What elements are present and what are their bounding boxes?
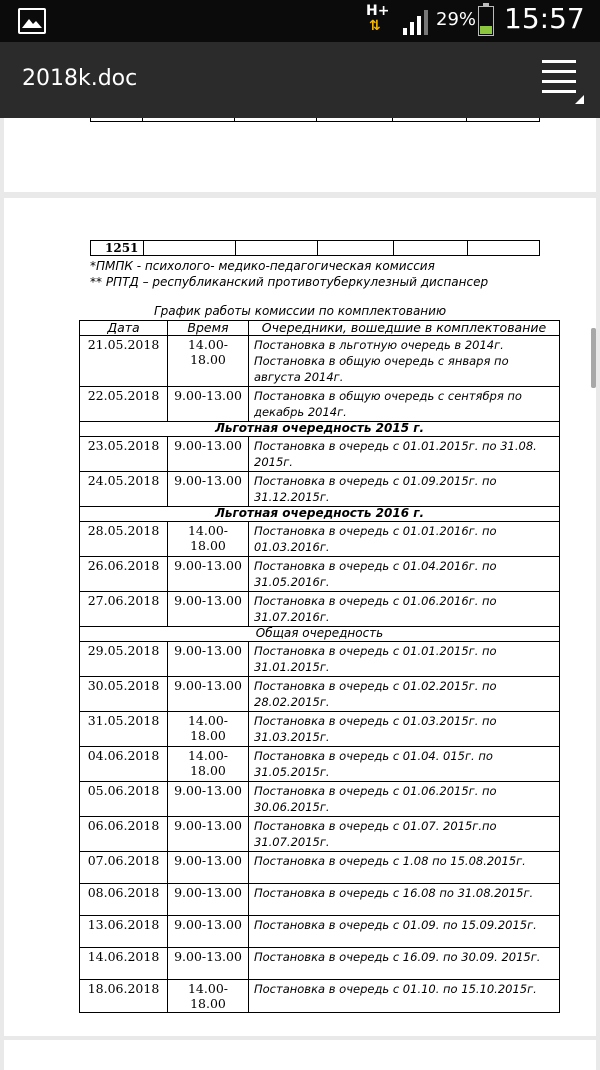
section-row bbox=[80, 507, 560, 522]
cell-time: 9.00-13.00 bbox=[168, 948, 249, 980]
cell-date: 27.06.2018 bbox=[80, 592, 168, 627]
signal-strength-icon bbox=[402, 8, 430, 36]
header-description: Очередники, вошедшие в комплектование bbox=[249, 321, 560, 336]
cell-date: 08.06.2018 bbox=[80, 884, 168, 916]
cell-description: Постановка в очередь с 01.04. 015г. по 31.05.2015г. bbox=[249, 747, 560, 782]
cell-description: Постановка в очередь с 01.01.2015г. по 31.08. 2015г. bbox=[249, 437, 560, 472]
table-row bbox=[80, 817, 560, 852]
menu-icon-line bbox=[542, 70, 576, 73]
document-page bbox=[4, 198, 596, 1036]
cell-time: 9.00-13.00 bbox=[168, 437, 249, 472]
header-date: Дата bbox=[80, 321, 168, 336]
cell-date: 18.06.2018 bbox=[80, 980, 168, 1013]
cell-time: 9.00-13.00 bbox=[168, 852, 249, 884]
cell-date: 13.06.2018 bbox=[80, 916, 168, 948]
battery-icon bbox=[478, 6, 494, 36]
cell-time: 14.00-18.00 bbox=[168, 522, 249, 557]
table-row bbox=[80, 642, 560, 677]
battery-percent: 29% bbox=[436, 9, 477, 30]
cell-time: 9.00-13.00 bbox=[168, 677, 249, 712]
document-page-next bbox=[4, 1040, 596, 1070]
cell-date: 30.05.2018 bbox=[80, 677, 168, 712]
footnote-pmpk: *ПМПК - психолого- медико-педагогическая комиссия bbox=[90, 259, 435, 273]
schedule-table bbox=[79, 320, 560, 1013]
cell-description: Постановка в льготную очередь в 2014г. Постановка в общую очередь с января по августа 2014г. bbox=[249, 336, 560, 387]
table-row bbox=[80, 980, 560, 1013]
table-row bbox=[80, 948, 560, 980]
cell-date: 28.05.2018 bbox=[80, 522, 168, 557]
status-bar bbox=[0, 0, 600, 42]
cell-time: 14.00-18.00 bbox=[168, 712, 249, 747]
table-row bbox=[80, 747, 560, 782]
cell-date: 06.06.2018 bbox=[80, 817, 168, 852]
table-row bbox=[80, 712, 560, 747]
document-title: 2018k.doc bbox=[22, 66, 138, 91]
cell-date: 26.06.2018 bbox=[80, 557, 168, 592]
cell-date: 07.06.2018 bbox=[80, 852, 168, 884]
table-row bbox=[80, 387, 560, 422]
section-heading-2015: Льготная очередность 2015 г. bbox=[80, 422, 560, 437]
footnote-rptd: ** РПТД – республиканский противотуберкулезный диспансер bbox=[90, 275, 489, 289]
cell-description: Постановка в общую очередь с сентября по декабрь 2014г. bbox=[249, 387, 560, 422]
table-row bbox=[80, 916, 560, 948]
cell-time: 9.00-13.00 bbox=[168, 782, 249, 817]
cell-description: Постановка в очередь с 01.01.2015г. по 31.01.2015г. bbox=[249, 642, 560, 677]
cell-date: 22.05.2018 bbox=[80, 387, 168, 422]
menu-icon-line bbox=[542, 90, 576, 93]
cell-date: 24.05.2018 bbox=[80, 472, 168, 507]
cell-date: 31.05.2018 bbox=[80, 712, 168, 747]
table-row bbox=[80, 557, 560, 592]
menu-icon-line bbox=[542, 60, 576, 63]
cell-description: Постановка в очередь с 01.04.2016г. по 31.05.2016г. bbox=[249, 557, 560, 592]
cell-time: 9.00-13.00 bbox=[168, 817, 249, 852]
cell-description: Постановка в очередь с 1.08 по 15.08.2015г. bbox=[249, 852, 560, 884]
section-row bbox=[80, 627, 560, 642]
table-fragment bbox=[90, 118, 540, 122]
network-type-label: H+ bbox=[366, 3, 390, 19]
menu-icon bbox=[575, 95, 584, 104]
cell-time: 14.00-18.00 bbox=[168, 747, 249, 782]
cell-date: 23.05.2018 bbox=[80, 437, 168, 472]
table-row bbox=[80, 472, 560, 507]
cell-description: Постановка в очередь с 16.08 по 31.08.2015г. bbox=[249, 884, 560, 916]
cell-description: Постановка в очередь с 01.06.2016г. по 31.07.2016г. bbox=[249, 592, 560, 627]
cell-time: 9.00-13.00 bbox=[168, 472, 249, 507]
cell-time: 9.00-13.00 bbox=[168, 592, 249, 627]
table-row bbox=[80, 782, 560, 817]
cell-date: 29.05.2018 bbox=[80, 642, 168, 677]
scrollbar-thumb[interactable] bbox=[591, 328, 596, 388]
row-number: 1251 bbox=[105, 241, 139, 255]
table-row bbox=[80, 592, 560, 627]
schedule-title: График работы комиссии по комплектованию bbox=[153, 304, 447, 318]
table-row bbox=[80, 437, 560, 472]
cell-date: 04.06.2018 bbox=[80, 747, 168, 782]
cell-date: 14.06.2018 bbox=[80, 948, 168, 980]
header-time: Время bbox=[168, 321, 249, 336]
cell-description: Постановка в очередь с 01.06.2015г. по 30.06.2015г. bbox=[249, 782, 560, 817]
cell-description: Постановка в очередь с 01.03.2015г. по 31.03.2015г. bbox=[249, 712, 560, 747]
cell-time: 9.00-13.00 bbox=[168, 557, 249, 592]
cell-time: 9.00-13.00 bbox=[168, 642, 249, 677]
cell-time: 9.00-13.00 bbox=[168, 884, 249, 916]
table-row-1251 bbox=[90, 240, 540, 256]
cell-date: 21.05.2018 bbox=[80, 336, 168, 387]
cell-description: Постановка в очередь с 01.10. по 15.10.2015г. bbox=[249, 980, 560, 1013]
data-activity-icon: ⇅ bbox=[369, 18, 381, 34]
menu-icon-line bbox=[542, 80, 576, 83]
document-page-previous bbox=[4, 118, 596, 192]
battery-level-fill bbox=[480, 26, 492, 34]
table-row bbox=[80, 884, 560, 916]
cell-description: Постановка в очередь с 01.09.2015г. по 31.12.2015г. bbox=[249, 472, 560, 507]
menu-button[interactable] bbox=[536, 56, 586, 104]
cell-time: 14.00-18.00 bbox=[168, 980, 249, 1013]
table-row bbox=[80, 852, 560, 884]
image-notification-icon bbox=[18, 8, 46, 34]
section-row bbox=[80, 422, 560, 437]
table-row bbox=[80, 336, 560, 387]
cell-description: Постановка в очередь с 16.09. по 30.09. 2015г. bbox=[249, 948, 560, 980]
cell-time: 9.00-13.00 bbox=[168, 387, 249, 422]
cell-description: Постановка в очередь с 01.01.2016г. по 01.03.2016г. bbox=[249, 522, 560, 557]
cell-time: 14.00-18.00 bbox=[168, 336, 249, 387]
cell-description: Постановка в очередь с 01.09. по 15.09.2015г. bbox=[249, 916, 560, 948]
table-row bbox=[80, 522, 560, 557]
table-header-row bbox=[80, 321, 560, 336]
cell-date: 05.06.2018 bbox=[80, 782, 168, 817]
app-bar bbox=[0, 42, 600, 118]
section-heading-2016: Льготная очередность 2016 г. bbox=[80, 507, 560, 522]
cell-time: 9.00-13.00 bbox=[168, 916, 249, 948]
clock: 15:57 bbox=[504, 2, 585, 35]
section-heading-general: Общая очередность bbox=[80, 627, 560, 642]
cell-description: Постановка в очередь с 01.07. 2015г.по 31.07.2015г. bbox=[249, 817, 560, 852]
cell-description: Постановка в очередь с 01.02.2015г. по 28.02.2015г. bbox=[249, 677, 560, 712]
table-row bbox=[80, 677, 560, 712]
